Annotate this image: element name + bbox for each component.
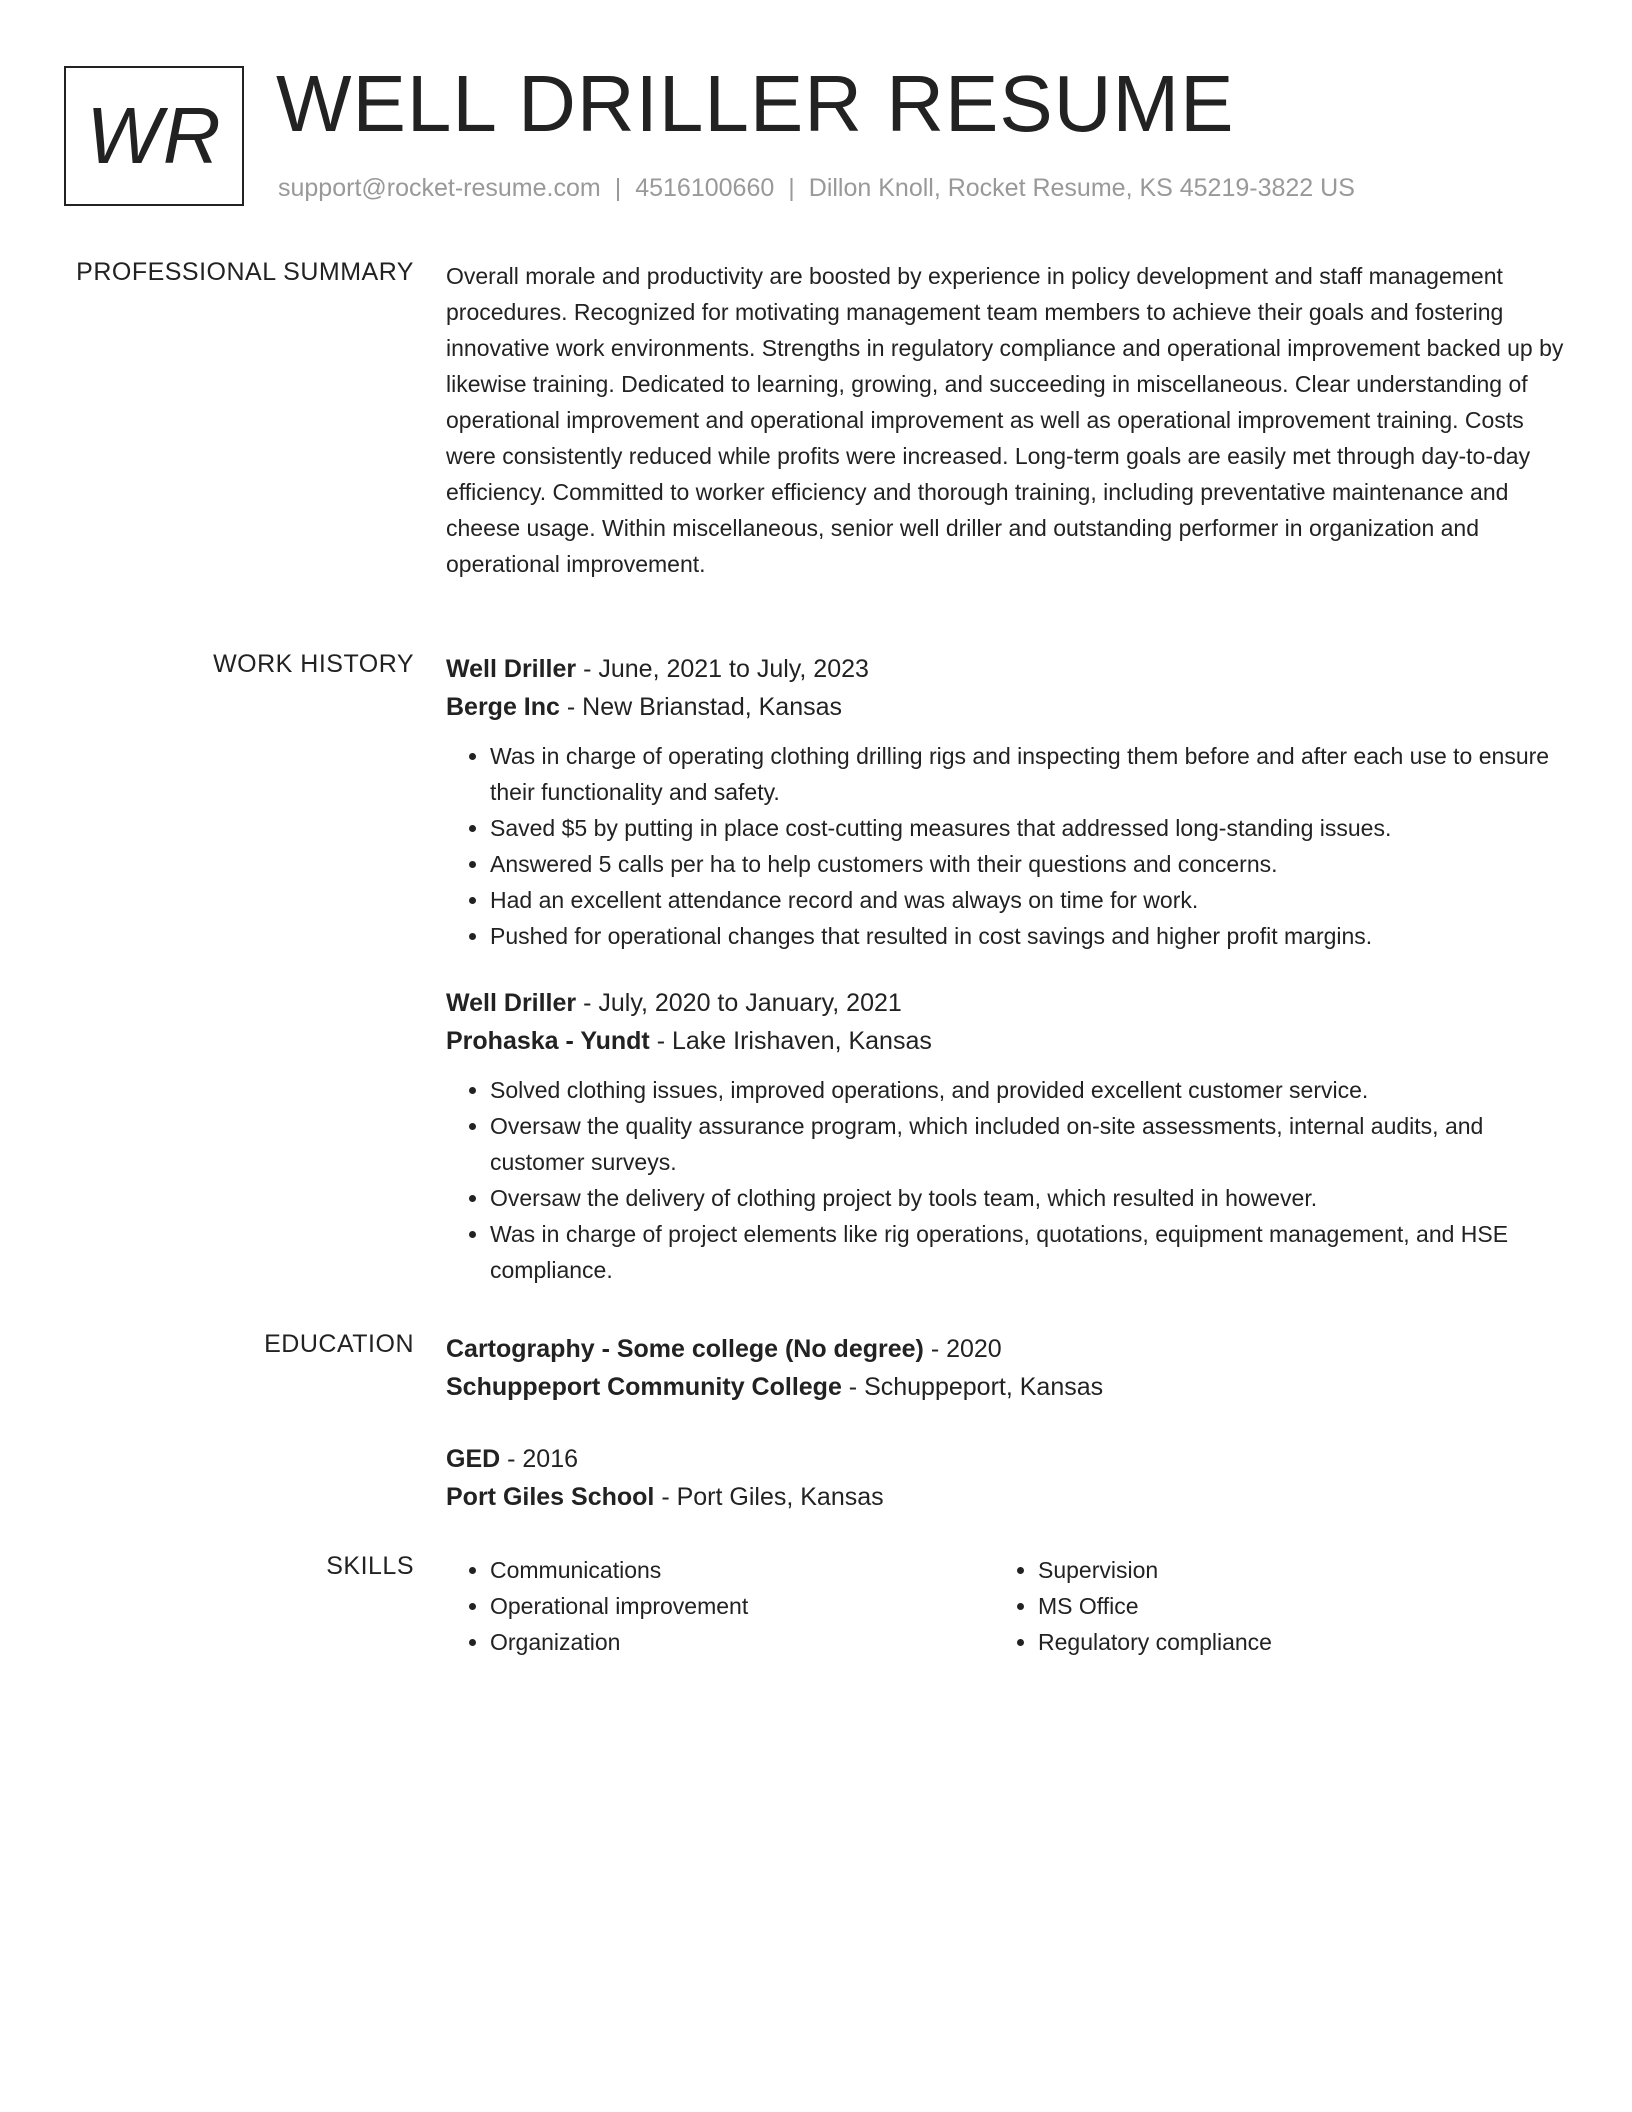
skills-body (446, 1552, 1566, 1660)
education-entry (446, 1440, 1566, 1516)
skill-item: • Communications (490, 1552, 994, 1588)
job-location: - Lake Irishaven, Kansas (649, 1027, 932, 1055)
contact-email: support@rocket-resume.com (278, 174, 601, 202)
contact-address: Dillon Knoll, Rocket Resume, KS 45219-3822 US (808, 174, 1355, 202)
job-dates: - June, 2021 to July, 2023 (576, 655, 869, 683)
job-company: Prohaska - Yundt (446, 1027, 650, 1055)
job-bullet: • Answered 5 calls per ha to help customers with their questions and concerns. (490, 846, 1566, 882)
education-year: - 2016 (500, 1445, 579, 1473)
job-title: Well Driller (446, 989, 577, 1017)
education-school-line (446, 1368, 1566, 1406)
work-history-body (446, 650, 1566, 1318)
skills-heading: SKILLS (326, 1552, 414, 1580)
job-dates: - July, 2020 to January, 2021 (576, 989, 902, 1017)
job-bullet: • Pushed for operational changes that resulted in cost savings and higher profit margins. (490, 918, 1566, 954)
education-location: - Schuppeport, Kansas (841, 1373, 1104, 1401)
resume-header (64, 59, 1592, 210)
job-title: Well Driller (446, 655, 577, 683)
resume-title: WELL DRILLER RESUME (276, 59, 1235, 148)
job-bullet: • Was in charge of project elements like rig operations, quotations, equipment management, and HSE compliance. (490, 1216, 1566, 1288)
monogram-box: WR (64, 66, 244, 206)
job-bullets (446, 738, 1566, 954)
job-company-line (446, 688, 1566, 726)
job-entry (446, 984, 1566, 1288)
work-history-heading: WORK HISTORY (213, 650, 414, 678)
education-body (446, 1330, 1566, 1550)
summary-text: Overall morale and productivity are boosted by experience in policy development and staff management procedures. Recognized for motivating management team members to achieve their goals and fostering innovative work environments. Strengths in regulatory compliance and operational improvement backed up by likewise training. Dedicated to learning, growing, and succeeding in miscellaneous. Clear understanding of operational improvement and operational improvement as well as operational improvement training. Costs were consistently reduced while profits were increased. Long-term goals are easily met through day-to-day efficiency. Committed to worker efficiency and thorough training, including preventative maintenance and cheese usage. Within miscellaneous, senior well driller and outstanding performer in organization and operational improvement. (446, 263, 1564, 577)
education-degree: Cartography - Some college (No degree) (446, 1335, 924, 1363)
skill-item: • Regulatory compliance (1038, 1624, 1542, 1660)
job-title-line (446, 984, 1566, 1022)
skills-column-2 (994, 1552, 1542, 1660)
job-bullets (446, 1072, 1566, 1288)
job-title-line (446, 650, 1566, 688)
job-entry (446, 650, 1566, 954)
education-year: - 2020 (923, 1335, 1002, 1363)
education-school: Port Giles School (446, 1483, 655, 1511)
education-degree-line (446, 1440, 1566, 1478)
contact-phone: 4516100660 (635, 174, 775, 202)
education-school: Schuppeport Community College (446, 1373, 842, 1401)
job-bullet: • Oversaw the quality assurance program, which included on-site assessments, internal audits, and customer surveys. (490, 1108, 1566, 1180)
job-location: - New Brianstad, Kansas (559, 693, 843, 721)
skills-column-1 (446, 1552, 994, 1660)
skills-columns (446, 1552, 1546, 1660)
job-company-line (446, 1022, 1566, 1060)
education-school-line (446, 1478, 1566, 1516)
job-bullet: • Saved $5 by putting in place cost-cutting measures that addressed long-standing issues. (490, 810, 1566, 846)
skill-item: • MS Office (1038, 1588, 1542, 1624)
education-location: - Port Giles, Kansas (654, 1483, 884, 1511)
education-heading: EDUCATION (264, 1330, 414, 1358)
job-bullet: • Had an excellent attendance record and was always on time for work. (490, 882, 1566, 918)
summary-body (446, 258, 1566, 582)
education-degree-line (446, 1330, 1566, 1368)
summary-heading: PROFESSIONAL SUMMARY (76, 258, 414, 286)
job-bullet: • Solved clothing issues, improved operations, and provided excellent customer service. (490, 1072, 1566, 1108)
job-company: Berge Inc (446, 693, 560, 721)
contact-separator: | (788, 174, 795, 202)
contact-separator: | (614, 174, 622, 202)
education-degree: GED (446, 1445, 501, 1473)
education-entry (446, 1330, 1566, 1406)
job-bullet: • Oversaw the delivery of clothing project by tools team, which resulted in however. (490, 1180, 1566, 1216)
job-bullet: • Was in charge of operating clothing drilling rigs and inspecting them before and after each use to ensure their functionality and safety. (490, 738, 1566, 810)
contact-line (278, 174, 1355, 203)
skill-item: • Supervision (1038, 1552, 1542, 1588)
skill-item: • Organization (490, 1624, 994, 1660)
skill-item: • Operational improvement (490, 1588, 994, 1624)
